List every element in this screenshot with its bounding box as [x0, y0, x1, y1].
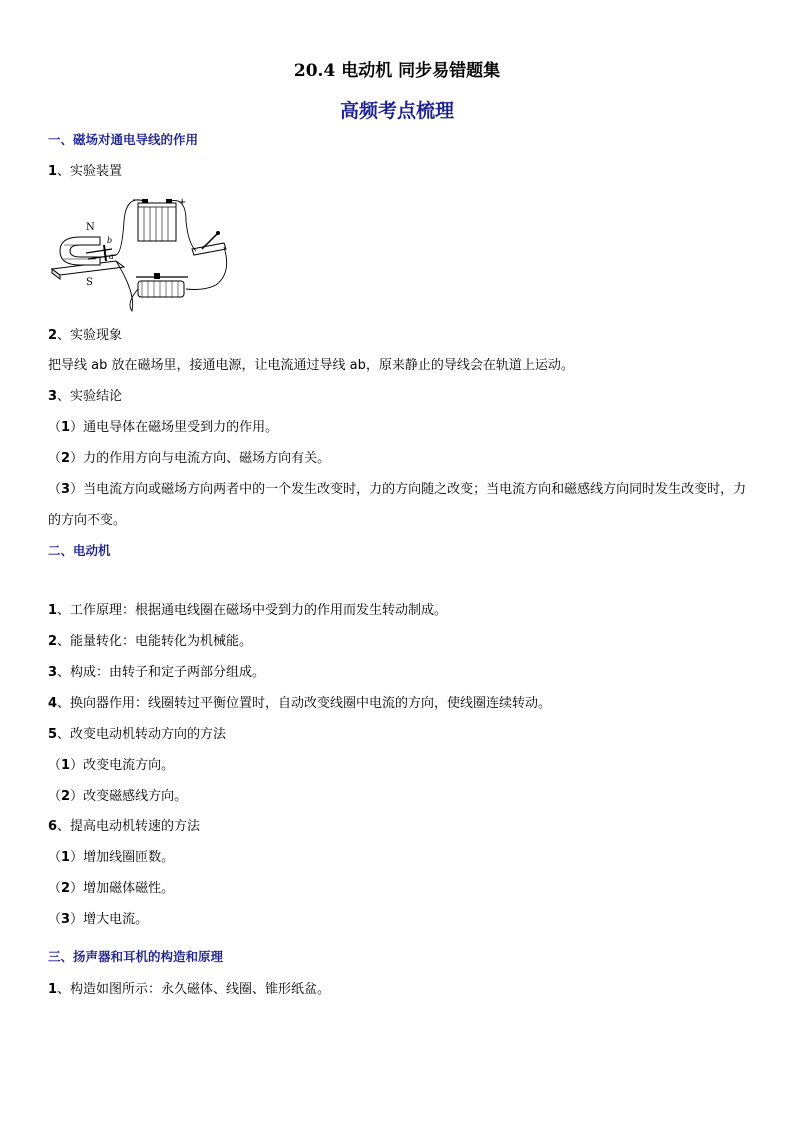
speaker-item-1 — [48, 981, 330, 999]
conclusion-text: 通电导体在磁场里受到力的作用。 — [83, 420, 279, 435]
experiment-apparatus-figure — [46, 193, 236, 315]
conclusion-text: 力的作用方向与电流方向、磁场方向有关。 — [83, 451, 331, 466]
section-heading-1: 一、磁场对通电导线的作用 — [48, 132, 199, 147]
item-text: 、改变电动机转动方向的方法 — [57, 727, 227, 742]
method-text: 增大电流。 — [83, 912, 149, 927]
item-text: 、实验装置 — [57, 164, 123, 179]
conclusion-1: （1）通电导体在磁场里受到力的作用。 — [48, 420, 279, 435]
item-number: 5 — [48, 727, 58, 742]
method-number: 2 — [61, 789, 71, 804]
label-s: S — [86, 277, 93, 288]
conclusion-2: （2）力的作用方向与电流方向、磁场方向有关。 — [48, 451, 331, 466]
conclusion-3: （3）当电流方向或磁场方向两者中的一个发生改变时，力的方向随之改变；当电流方向和磁感线方向同时发生改变时，力的方向不变。 — [48, 482, 747, 528]
item-number: 6 — [48, 819, 58, 834]
motor-item-1 — [48, 602, 447, 620]
conclusion-number: 3 — [61, 482, 71, 497]
method-number: 1 — [61, 758, 71, 773]
conclusion-number: 2 — [61, 451, 71, 466]
item-number: 1 — [48, 164, 58, 179]
speed-method-3: （3）增大电流。 — [48, 912, 149, 927]
direction-method-2: （2）改变磁感线方向。 — [48, 789, 188, 804]
section-heading-3: 三、扬声器和耳机的构造和原理 — [48, 949, 224, 964]
item-text: 、构成：由转子和定子两部分组成。 — [57, 665, 266, 680]
document-subtitle: 高频考点梳理 — [339, 100, 454, 122]
label-a: a — [109, 252, 114, 261]
motor-item-4 — [48, 695, 551, 713]
speed-method-1: （1）增加线圈匝数。 — [48, 850, 175, 865]
item-experiment-phenomenon — [48, 327, 122, 345]
item-text: 、构造如图所示：永久磁体、线圈、锥形纸盆。 — [57, 982, 331, 997]
method-number: 2 — [61, 881, 71, 896]
item-text: 、实验结论 — [57, 389, 123, 404]
item-experiment-conclusion — [48, 388, 122, 406]
item-text: 、换向器作用：线圈转过平衡位置时，自动改变线圈中电流的方向，使线圈连续转动。 — [57, 696, 552, 711]
conclusion-number: 1 — [61, 420, 71, 435]
section-heading-2: 二、电动机 — [48, 543, 111, 558]
motor-item-2 — [48, 633, 252, 651]
motor-item-6 — [48, 818, 200, 836]
item-number: 3 — [48, 389, 58, 404]
item-number: 2 — [48, 634, 58, 649]
speed-method-2: （2）增加磁体磁性。 — [48, 881, 175, 896]
direction-method-1: （1）改变电流方向。 — [48, 758, 175, 773]
phenomenon-text: 把导线 ab 放在磁场里，接通电源，让电流通过导线 ab，原来静止的导线会在轨道上运动。 — [48, 358, 574, 373]
label-plus: + — [178, 197, 187, 208]
motor-item-3 — [48, 664, 265, 682]
method-text: 增加磁体磁性。 — [83, 881, 175, 896]
item-number: 1 — [48, 603, 58, 618]
item-number: 2 — [48, 328, 58, 343]
label-n: N — [86, 222, 95, 233]
item-number: 1 — [48, 982, 58, 997]
item-number: 3 — [48, 665, 58, 680]
motor-item-5 — [48, 726, 226, 744]
method-text: 改变电流方向。 — [83, 758, 175, 773]
method-number: 3 — [61, 912, 71, 927]
item-number: 4 — [48, 696, 58, 711]
item-text: 、提高电动机转速的方法 — [57, 819, 201, 834]
item-experiment-setup — [48, 163, 122, 181]
document-title: 20.4 电动机 同步易错题集 — [293, 61, 501, 81]
conclusion-text: 当电流方向或磁场方向两者中的一个发生改变时，力的方向随之改变；当电流方向和磁感线方向同时发生改变时，力的方向不变。 — [48, 482, 747, 528]
item-text: 、能量转化：电能转化为机械能。 — [57, 634, 253, 649]
label-minus: − — [132, 195, 141, 206]
item-text: 、实验现象 — [57, 328, 123, 343]
item-text: 、工作原理：根据通电线圈在磁场中受到力的作用而发生转动制成。 — [57, 603, 448, 618]
label-b: b — [107, 236, 113, 245]
method-text: 增加线圈匝数。 — [83, 850, 175, 865]
method-text: 改变磁感线方向。 — [83, 789, 188, 804]
method-number: 1 — [61, 850, 71, 865]
